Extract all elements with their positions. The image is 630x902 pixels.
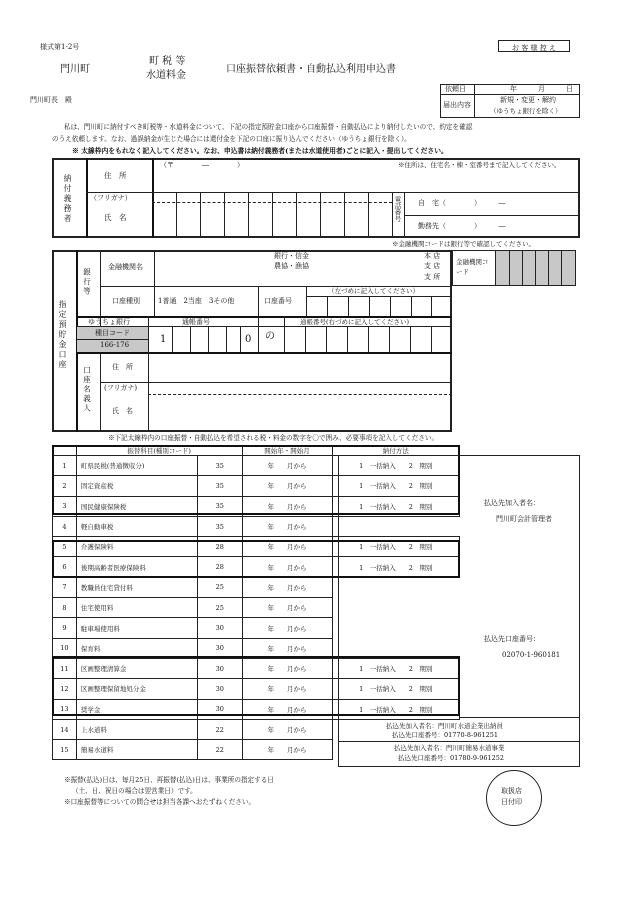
payee-account-label: 払込先口座番号： (484, 635, 540, 643)
bank-types-1: 銀行・信金 (274, 252, 309, 260)
branch-shiten: 支 店 (424, 262, 441, 270)
row-start-field: 年 月から (242, 557, 332, 577)
row-number: 6 (53, 557, 77, 577)
institution-label: 金融機関名 (108, 263, 143, 271)
addressee: 門川町長 殿 (30, 96, 72, 104)
stamp-text-1: 取扱店 (501, 787, 522, 795)
row-type-code: 28 (197, 557, 242, 577)
row-type-code: 30 (197, 679, 242, 699)
intro-notice: ※ 太線枠内をもれなく記入してください。なお、申込書は納付義務者(または水道使用者)ごとに記入・提出してください。 (72, 147, 448, 155)
work-phone-field[interactable]: 勤務先（ ） ― (418, 222, 506, 230)
row-start-field: 年 月から (242, 658, 332, 678)
row-number: 14 (53, 719, 77, 739)
row-item-name: 区画整理保留地処分金 (76, 679, 197, 699)
row-method-field: 1 一括納入 2 期別 (332, 699, 459, 719)
row-start-field: 年 月から (242, 537, 332, 557)
yucho-label: ゆうちょ銀行 (88, 318, 130, 326)
row-method-field: 1 一括納入 2 期別 (332, 456, 459, 476)
row-start-field: 年 月から (242, 699, 332, 719)
account-type-options[interactable]: 1普通 2当座 3その他 (158, 297, 235, 305)
passbook-label: 通帳番号 (182, 318, 210, 326)
payer-address-input[interactable] (153, 170, 579, 191)
row-item-name: 教職員住宅貸付料 (76, 577, 197, 597)
row-type-code: 28 (197, 537, 242, 557)
row-number: 9 (53, 618, 77, 638)
water1-account: 払込先口座番号：01770-8-961251 (392, 731, 499, 739)
row-number: 5 (53, 537, 77, 557)
col-method-header: 納付方法 (332, 446, 459, 456)
row-item-name: 簡易水道料 (76, 740, 197, 760)
address-note: ※住所は、住宅名・棟・室番号まで記入してください。 (398, 161, 561, 169)
row-method-field: 1 一括納入 2 期別 (332, 537, 459, 557)
bank-types-2: 農協・漁協 (274, 262, 309, 270)
payer-name-label: 氏 名 (104, 213, 127, 222)
row-number: 3 (53, 496, 77, 516)
stamp-text-2: 日付印 (501, 798, 522, 806)
no-mark: の (265, 331, 275, 342)
filing-value: 新規・変更・解約 (500, 96, 556, 104)
payee-label: 払込先加入者名： (484, 499, 540, 507)
water2-name: 払込先加入者名：門川町簡易水道事業 (394, 744, 505, 752)
branch-shisho: 支 所 (424, 273, 441, 281)
row-type-code: 25 (197, 577, 242, 597)
col-item-header: 振替科目(種別コード) (76, 446, 242, 456)
row-item-name: 町県民税(普通徴収分) (76, 456, 197, 476)
holder-address-label: 住 所 (112, 363, 133, 371)
footer-note-1: ※振替(払込)日は、毎月25日、再振替(払込)日は、事業所の指定する日 (64, 776, 274, 784)
col-start-header: 開始年・開始月 (242, 446, 332, 456)
row-type-code: 35 (197, 456, 242, 476)
town-name: 門川町 (60, 64, 90, 75)
schedule-note: ※下記太線枠内の口座振替・自動払込を希望される税・料金の数字を〇で囲み、必要事項を記入してください。 (108, 434, 439, 442)
phone-label: 電話番号 (393, 196, 402, 222)
row-number: 12 (53, 679, 77, 699)
payer-address-label: 住 所 (104, 171, 127, 180)
page-title: 口座振替依頼書・自動払込利用申込書 (226, 64, 396, 75)
symbol-code-value: 166-176 (100, 341, 130, 349)
row-type-code: 35 (197, 476, 242, 496)
row-type-code: 22 (197, 719, 242, 739)
row-start-field: 年 月から (242, 618, 332, 638)
row-type-code: 25 (197, 598, 242, 618)
row-method-field: 1 一括納入 2 期別 (332, 496, 459, 516)
payee-account-value: 02070-1-960181 (502, 651, 561, 659)
row-item-name: 区画整理清算金 (76, 658, 197, 678)
row-item-name: 住宅使用料 (76, 598, 197, 618)
tax-label: 町 税 等 (149, 56, 186, 67)
account-type-label: 口座種別 (112, 297, 140, 305)
row-type-code: 35 (197, 516, 242, 536)
water1-name: 払込先加入者名：門川町水道企業出納員 (386, 722, 503, 730)
water-fee-label: 水道料金 (146, 70, 186, 81)
row-number: 15 (53, 740, 77, 760)
passbook-digit-1: 1 (160, 334, 167, 345)
payer-furigana-label: （フリガナ） (90, 194, 132, 202)
row-start-field: 年 月から (242, 456, 332, 476)
row-start-field: 年 月から (242, 638, 332, 658)
form-number: 様式第1-2号 (40, 43, 80, 51)
postal-code-field[interactable]: （〒 ― ） (160, 161, 244, 169)
row-item-name: 国民健康保険税 (76, 496, 197, 516)
row-start-field: 年 月から (242, 577, 332, 597)
row-type-code: 35 (197, 496, 242, 516)
home-phone-field[interactable]: 自 宅（ ） ― (418, 199, 506, 207)
account-number-label: 口座番号 (264, 297, 292, 305)
holder-side-label: 口座名義人 (82, 366, 92, 414)
payer-side-label: 納付義務者 (63, 174, 72, 224)
row-method-field: 1 一括納入 2 期別 (332, 679, 459, 699)
month-label: 月 (538, 85, 545, 93)
bank-group-label: 銀行等 (82, 268, 92, 297)
row-number: 13 (53, 699, 77, 719)
row-number: 7 (53, 577, 77, 597)
payee-value: 門川町会計管理者 (496, 515, 552, 523)
institution-code-label: 金融機関コード (456, 258, 489, 276)
row-type-code: 30 (197, 618, 242, 638)
holder-name-input[interactable] (149, 395, 451, 431)
row-item-name: 介護保険料 (76, 537, 197, 557)
holder-furigana-label: (フリガナ) (104, 384, 138, 392)
row-type-code: 22 (197, 740, 242, 760)
account-side-label: 指定預貯金口座 (58, 300, 67, 370)
row-item-name: 軽自動車税 (76, 516, 197, 536)
branch-main: 本 店 (424, 252, 441, 260)
request-date-label: 依頼日 (445, 85, 466, 93)
symbol-code-label: 種目コード (95, 329, 130, 337)
year-label: 年 (510, 85, 517, 93)
row-start-field: 年 月から (242, 679, 332, 699)
row-type-code: 30 (197, 658, 242, 678)
row-start-field: 年 月から (242, 496, 332, 516)
row-start-field: 年 月から (242, 719, 332, 739)
row-item-name: 駐車場使用料 (76, 618, 197, 638)
row-method-field: 1 一括納入 2 期別 (332, 658, 459, 678)
row-start-field: 年 月から (242, 516, 332, 536)
row-number: 2 (53, 476, 77, 496)
row-method-field: 1 一括納入 2 期別 (332, 476, 459, 496)
row-number: 1 (53, 456, 77, 476)
passbook-digit-0: 0 (245, 334, 252, 345)
filing-note: （ゆうちょ銀行を除く） (490, 107, 562, 115)
payee-block (338, 455, 580, 767)
water2-account: 払込先口座番号：01780-9-961252 (398, 754, 505, 762)
row-start-field: 年 月から (242, 740, 332, 760)
holder-name-label: 氏 名 (112, 407, 133, 415)
intro-line-1: 私は、門川町に納付すべき町税等・水道料金について、下記の指定預貯金口座から口座振替・自動払込により納付したいので、約定を確認 (64, 123, 473, 131)
row-start-field: 年 月から (242, 476, 332, 496)
holder-address-input[interactable] (149, 353, 451, 381)
row-number: 10 (53, 638, 77, 658)
left-align-note: （左づめに記入してください） (328, 287, 419, 295)
right-align-note: 通帳番号(右づめに記入してください) (300, 318, 410, 326)
row-number: 8 (53, 598, 77, 618)
row-start-field: 年 月から (242, 598, 332, 618)
footer-note-3: ※口座振替等についての問合せは担当各課へおたずねください。 (64, 798, 256, 806)
row-item-name: 保育料 (76, 638, 197, 658)
row-item-name: 後期高齢者医療保険料 (76, 557, 197, 577)
footer-note-2: （土、日、祝日の場合は翌営業日）です。 (72, 787, 197, 795)
row-method-field: 1 一括納入 2 期別 (332, 557, 459, 577)
row-item-name: 固定資産税 (76, 476, 197, 496)
row-number: 11 (53, 658, 77, 678)
row-type-code: 30 (197, 699, 242, 719)
row-item-name: 奨学金 (76, 699, 197, 719)
bank-code-note: ※金融機関コードは銀行等で確認してください。 (392, 240, 535, 248)
row-item-name: 上水道料 (76, 719, 197, 739)
row-type-code: 30 (197, 638, 242, 658)
intro-line-2: のうえ依頼します。なお、過誤納金が生じた場合には還付金を下記の口座に振り込んでください（ゆうちょ銀行を除く）。 (52, 135, 411, 143)
row-number: 4 (53, 516, 77, 536)
copy-label: お 客 様 控 え (498, 40, 570, 52)
day-label: 日 (566, 85, 573, 93)
filing-label: 届出内容 (443, 101, 471, 109)
